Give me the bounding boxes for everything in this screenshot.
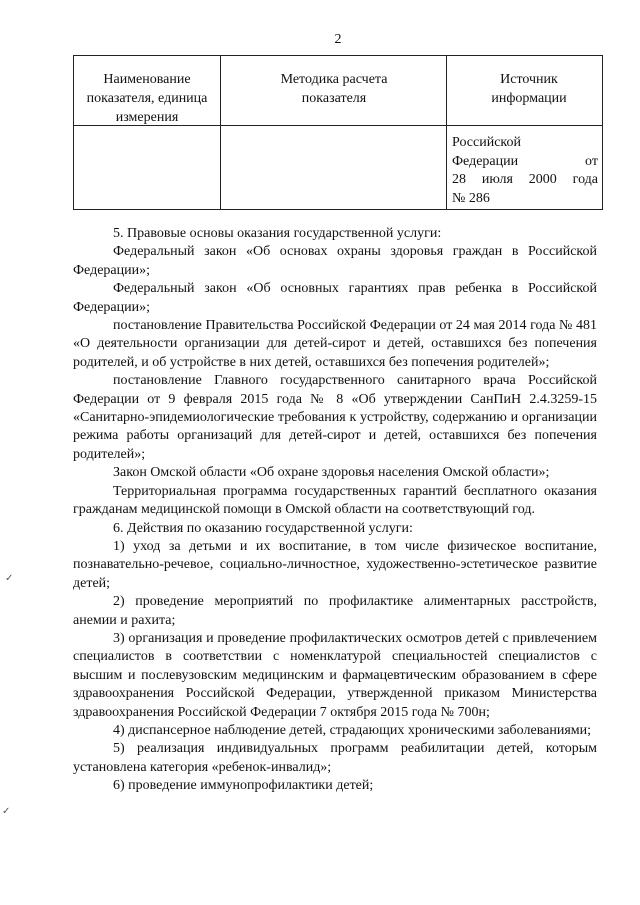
table-column-divider xyxy=(446,56,447,209)
table-cell-line: 28 июля 2000 года xyxy=(452,172,598,187)
table-column-divider xyxy=(220,56,221,209)
list-item: 6) проведение иммунопрофилактики детей; xyxy=(113,778,374,794)
paragraph: постановление Главного государственного санитарного врача Российской Федерации от 9 февраля 2015 года № 8 «Об утверждении СанПиН 2.4.3259-15 «Санитарно-эпидемиологические требования к устройству, содержанию и организации режима работы организаций для детей-сирот и детей, оставшихся без попечения родителей»; xyxy=(73,373,597,462)
paragraph: Федеральный закон «Об основах охраны здоровья граждан в Российской Федерации»; xyxy=(73,244,597,278)
table-header-calculation-method: Методика расчета показателя xyxy=(280,72,388,106)
paragraph: постановление Правительства Российской Федерации от 24 мая 2014 года № 481 «О деятельности организации для детей-сирот и детей, оставшихся без попечения родителей, и об устройстве в них детей, оставшихся без попечения родителей»; xyxy=(73,318,597,370)
list-item: 5) реализация индивидуальных программ реабилитации детей, которым установлена категория «ребенок-инвалид»; xyxy=(73,741,597,775)
paragraph: Территориальная программа государственных гарантий бесплатного оказания гражданам медицинской помощи в Омской области на соответствующий год. xyxy=(73,483,597,518)
page-number: 2 xyxy=(334,32,342,47)
list-item: 2) проведение мероприятий по профилактике алиментарных расстройств, анемии и рахита; xyxy=(73,594,597,628)
table-cell-line: № 286 xyxy=(452,190,490,206)
paragraph: Закон Омской области «Об охране здоровья населения Омской области»; xyxy=(113,465,550,481)
table-header-information-source: Источник информации xyxy=(491,72,567,106)
indicator-table xyxy=(73,55,603,210)
list-item: 4) диспансерное наблюдение детей, страдающих хроническими заболеваниями; xyxy=(113,722,591,738)
table-cell-information-source xyxy=(452,134,598,208)
list-item: 3) организация и проведение профилактических осмотров детей с привлечением специалистов в соответствии с номенклатурой специальностей специалистов с высшим и послевузовским медицинским и фармацевтическим образованием в сфере здравоохранения Российской Федерации, утвержденной приказом Министерства здравоохранения Российской Федерации 7 октября 2015 года № 700н; xyxy=(73,630,597,720)
table-cell-line: Российской xyxy=(452,135,521,150)
scan-mark: ✓ xyxy=(5,573,14,584)
scan-mark: ✓ xyxy=(2,806,11,817)
list-item: 1) уход за детьми и их воспитание, в том числе физическое воспитание, познавательно-речевое, социально-личностное, художественно-эстетическое развитие детей; xyxy=(73,538,597,591)
document-body xyxy=(73,225,597,796)
section-heading: 6. Действия по оказанию государственной услуги: xyxy=(113,520,413,536)
table-cell-line: Федерации от xyxy=(452,153,598,169)
table-header-indicator-name: Наименование показателя, единица измерения xyxy=(86,72,208,125)
section-heading: 5. Правовые основы оказания государственной услуги: xyxy=(113,226,442,241)
paragraph: Федеральный закон «Об основных гарантиях прав ребенка в Российской Федерации»; xyxy=(73,281,597,315)
